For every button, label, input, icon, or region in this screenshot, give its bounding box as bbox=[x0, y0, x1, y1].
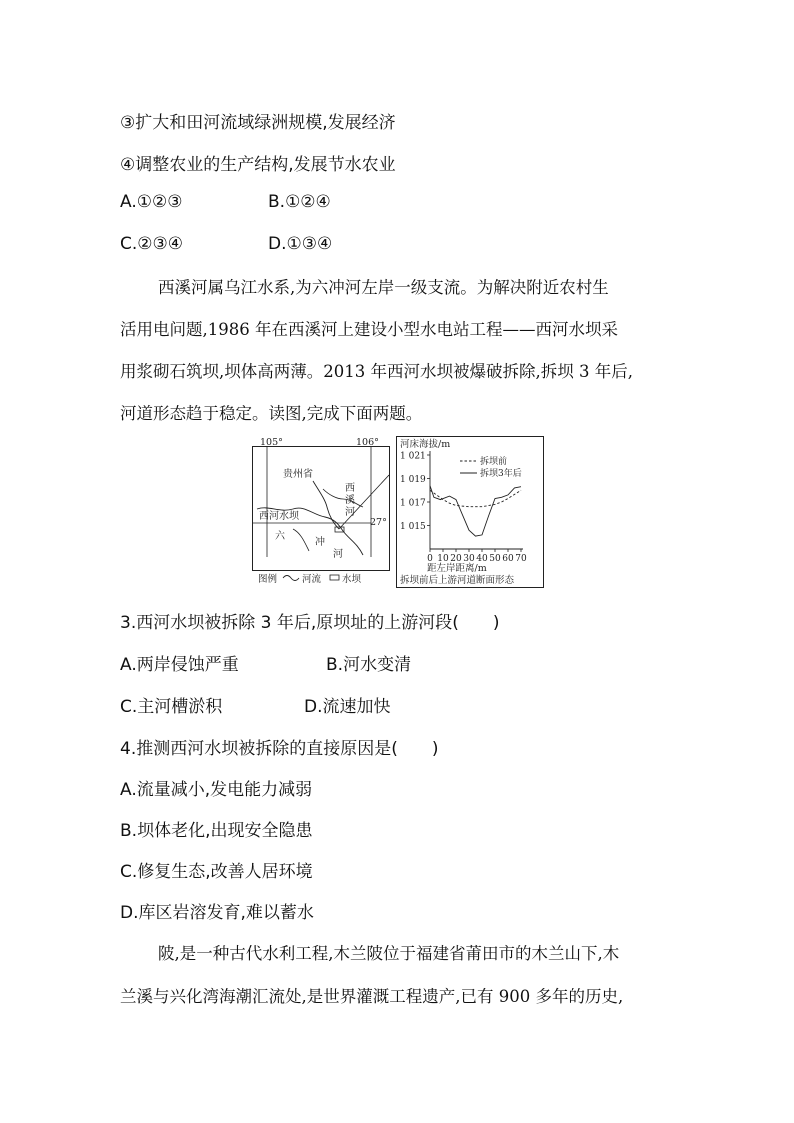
liuchong-char-3: 河 bbox=[333, 549, 343, 560]
q4-option-d: D.库区岩溶发育,难以蓄水 bbox=[120, 903, 314, 923]
chart-xlabel: 距左岸距离/m bbox=[427, 563, 487, 574]
chart-marks bbox=[400, 451, 527, 564]
legend-label-1: 拆坝前 bbox=[480, 457, 508, 467]
prev-option-row-1 bbox=[120, 192, 520, 212]
passage-1-line-3: 用浆砌石筑坝,坝体高两薄。2013 年西河水坝被爆破拆除,拆坝 3 年后, bbox=[120, 362, 633, 381]
chart-svg bbox=[397, 437, 543, 587]
q3-option-c: C.主河槽淤积 bbox=[120, 697, 223, 717]
y-tick-label: 1 021 bbox=[400, 451, 426, 462]
y-tick-label: 1 015 bbox=[400, 522, 426, 532]
x-tick-label: 60 bbox=[502, 554, 514, 564]
q4-option-a: A.流量减小,发电能力减弱 bbox=[120, 780, 313, 800]
series-line-2 bbox=[430, 486, 521, 536]
x-tick-label: 30 bbox=[463, 554, 475, 564]
option-d: D.①③④ bbox=[268, 234, 333, 254]
passage-1-line-2: 活用电问题,1986 年在西溪河上建设小型水电站工程——西河水坝采 bbox=[120, 320, 618, 339]
line-3: ③扩大和田河流域绿洲规模,发展经济 bbox=[120, 113, 396, 133]
xixi-char-1: 西 bbox=[345, 483, 355, 494]
legend-title: 图例 bbox=[258, 574, 278, 585]
q4-stem: 4.推测西河水坝被拆除的直接原因是( ) bbox=[120, 739, 439, 759]
x-tick-label: 20 bbox=[450, 554, 462, 564]
q3-option-row-2 bbox=[120, 692, 520, 717]
liuchong-char-1: 六 bbox=[275, 531, 285, 542]
x-tick-label: 50 bbox=[489, 554, 501, 564]
lon-right-label: 106° bbox=[356, 437, 379, 448]
passage-1-line-1: 西溪河属乌江水系,为六冲河左岸一级支流。为解决附近农村生 bbox=[158, 278, 609, 297]
x-tick-label: 10 bbox=[437, 554, 449, 564]
chart-ylabel: 河床海拔/m bbox=[400, 439, 451, 450]
option-c: C.②③④ bbox=[120, 234, 183, 254]
option-a: A.①②③ bbox=[120, 192, 183, 212]
q3-option-b: B.河水变清 bbox=[326, 655, 412, 675]
q3-option-row-1 bbox=[120, 650, 520, 675]
legend-label-2: 拆坝3年后 bbox=[480, 469, 522, 479]
map-annotations bbox=[252, 436, 396, 586]
x-tick-label: 70 bbox=[515, 554, 527, 564]
legend-dam: 水坝 bbox=[342, 574, 362, 585]
q3-option-d: D.流速加快 bbox=[304, 697, 391, 717]
xixi-char-3: 河 bbox=[345, 507, 355, 518]
dam-label: 西河水坝 bbox=[259, 511, 299, 522]
figure bbox=[252, 436, 542, 586]
q4-option-c: C.修复生态,改善人居环境 bbox=[120, 862, 313, 882]
q3-stem: 3.西河水坝被拆除 3 年后,原坝址的上游河段( ) bbox=[120, 613, 500, 633]
x-tick-label: 40 bbox=[476, 554, 488, 564]
legend-dam-icon bbox=[330, 575, 339, 580]
passage-1-line-4: 河道形态趋于稳定。读图,完成下面两题。 bbox=[120, 404, 423, 423]
q4-option-b: B.坝体老化,出现安全隐患 bbox=[120, 821, 313, 841]
x-tick-label: 0 bbox=[427, 554, 433, 564]
liuchong-char-2: 冲 bbox=[315, 537, 325, 548]
lon-left-label: 105° bbox=[260, 437, 283, 448]
lat-label: 27° bbox=[370, 517, 387, 528]
y-tick-label: 1 017 bbox=[400, 498, 426, 509]
xixi-char-2: 溪 bbox=[345, 495, 355, 506]
y-tick-label: 1 019 bbox=[400, 475, 426, 485]
passage-2-line-1: 陂,是一种古代水利工程,木兰陂位于福建省莆田市的木兰山下,木 bbox=[158, 944, 620, 963]
q3-option-a: A.两岸侵蚀严重 bbox=[120, 655, 239, 675]
passage-2-line-2: 兰溪与兴化湾海潮汇流处,是世界灌溉工程遗产,已有 900 多年的历史, bbox=[120, 987, 624, 1006]
chart-panel bbox=[396, 436, 544, 588]
option-b: B.①②④ bbox=[268, 192, 331, 212]
legend-river-icon bbox=[283, 576, 299, 581]
line-4: ④调整农业的生产结构,发展节水农业 bbox=[120, 155, 396, 175]
chart-caption: 拆坝前后上游河道断面形态 bbox=[400, 575, 515, 586]
province-label: 贵州省 bbox=[283, 469, 313, 480]
prev-option-row-2 bbox=[120, 234, 520, 254]
legend-river: 河流 bbox=[302, 574, 322, 585]
